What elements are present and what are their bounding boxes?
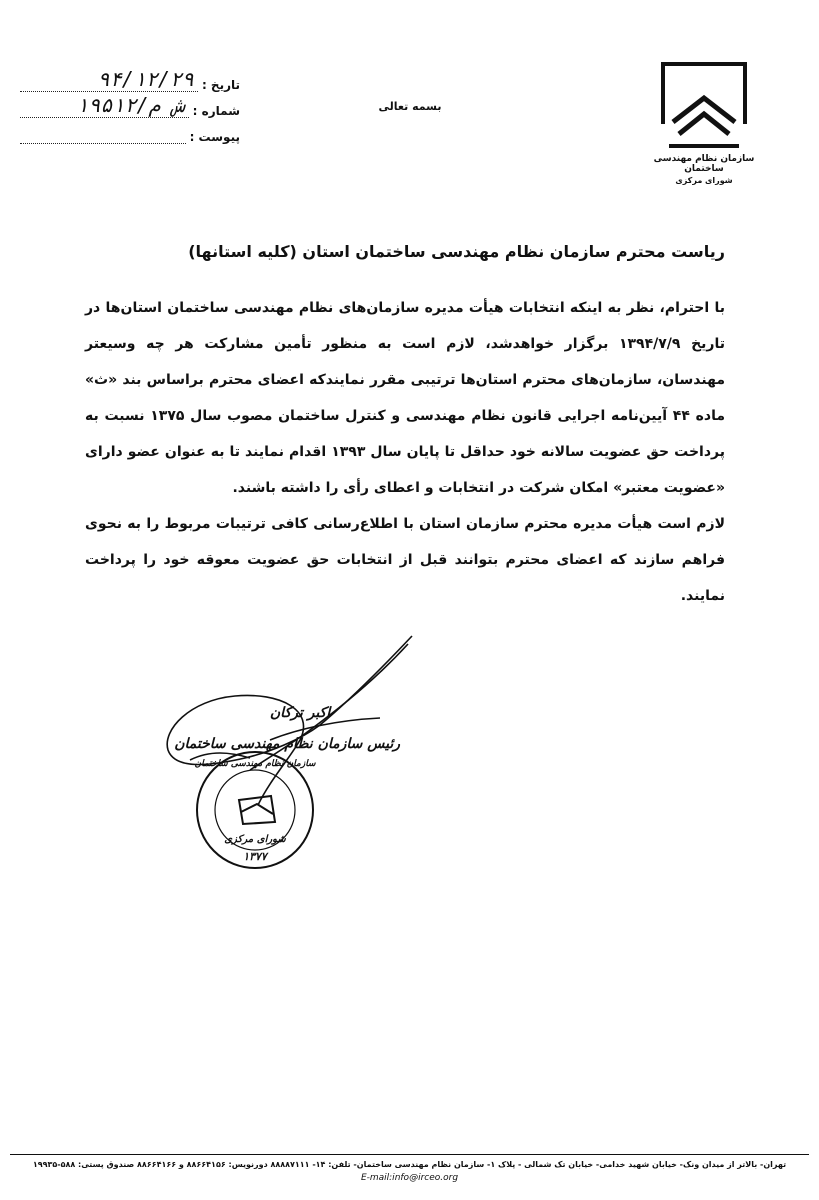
paragraph-2: لازم است هیأت مدیره محترم سازمان استان با اطلاع‌رسانی کافی ترتیبات مربوط را به نحوی فراهم سازند که اعضای محترم بتوانند قبل از انتخابات حق عضویت معوقه خود را پرداخت نمایند. xyxy=(85,516,725,604)
stamp-center-text: شورای مرکزی xyxy=(224,834,286,845)
footer-email: E-mail:info@irceo.org xyxy=(360,1173,459,1183)
attachment-label: پیوست : xyxy=(189,130,240,144)
organization-subtitle: شورای مرکزی xyxy=(675,176,733,185)
stamp-ring-text: سازمان نظام مهندسی ساختمان xyxy=(194,759,316,769)
bismillah-heading: بسمه تعالی xyxy=(378,100,442,113)
valid-membership-term: «عضویت معتبر» xyxy=(613,480,725,496)
date-value: ۹۴/۱۲/۲۹ xyxy=(97,67,194,91)
number-label: شماره : xyxy=(192,104,240,118)
letter-meta xyxy=(20,66,240,144)
organization-name: سازمان نظام مهندسی ساختمان xyxy=(653,154,755,174)
letter-body xyxy=(85,290,725,614)
roof-logo-icon xyxy=(659,60,749,150)
letter-addressee: ریاست محترم سازمان نظام مهندسی ساختمان استان (کلیه استانها) xyxy=(188,242,725,261)
signer-title: رئیس سازمان نظام مهندسی ساختمان xyxy=(174,736,400,752)
official-stamp xyxy=(195,752,316,868)
paragraph-1: با احترام، نظر به اینکه انتخابات هیأت مدیره سازمان‌های نظام مهندسی ساختمان استان‌ها در تاریخ ۱۳۹۴/۷/۹ برگزار خواهدشد، لازم است به منظور تأمین مشارکت هر چه وسیعتر مهندسان، سازمان‌های محترم استان‌ها ترتیبی مقرر نمایندکه اعضای محترم براساس بند «ث» ماده ۴۴ آیین‌نامه اجرایی قانون نظام مهندسی و کنترل ساختمان مصوب سال ۱۳۷۵ نسبت به پرداخت حق عضویت سالانه خود حداقل تا پایان سال ۱۳۹۳ اقدام نمایند تا به عنوان عضو دارای «عضویت معتبر» امکان شرکت در انتخابات و اعطای رأی را داشته باشند. xyxy=(85,300,726,496)
stamp-year: ۱۳۷۷ xyxy=(243,850,267,863)
date-row xyxy=(20,66,240,92)
number-value: ۱۹۵۱۲/ش م xyxy=(76,93,185,117)
organization-logo xyxy=(649,60,759,190)
signer-name: اکبر ترکان xyxy=(269,705,331,721)
signature-and-stamp xyxy=(150,630,450,900)
footer-address: تهران- بالاتر از میدان ونک- خیابان شهید خدامی- خیابان تک شمالی - پلاک ۱- سازمان نظام مهندسی ساختمان- تلفن: ۱۴- ۸۸۸۸۷۱۱۱ دورنویس: ۸۸۶۶۴۱۵۶ و ۸۸۶۶۴۱۶۶ صندوق پستی: ۵۸۸-۱۹۹۳۵ xyxy=(32,1160,787,1169)
number-row xyxy=(20,92,240,118)
date-label: تاریخ : xyxy=(201,78,240,92)
footer-divider xyxy=(10,1154,809,1155)
attachment-row xyxy=(20,118,240,144)
